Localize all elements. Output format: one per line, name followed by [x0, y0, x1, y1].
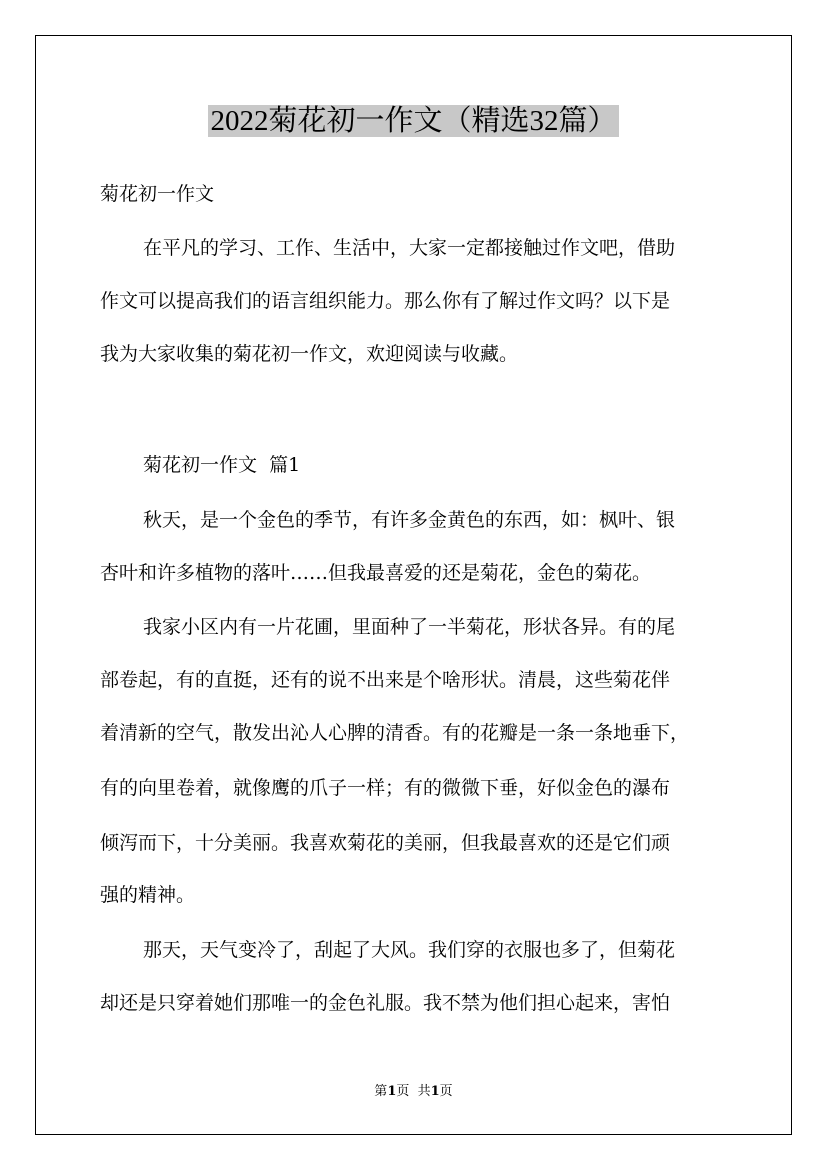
body-line: 那天，天气变冷了，刮起了大风。我们穿的衣服也多了，但菊花 [143, 939, 676, 961]
document-title [0, 100, 827, 142]
section-heading: 菊花初一作文 篇1 [143, 454, 301, 476]
subtitle: 菊花初一作文 [100, 183, 215, 205]
footer-suffix: 页 [439, 1084, 453, 1099]
body-line: 着清新的空气，散发出沁人心脾的清香。有的花瓣是一条一条地垂下， [100, 722, 690, 744]
footer-total-pages: 1 [430, 1084, 440, 1099]
page-footer [0, 1083, 827, 1101]
footer-mid: 页 共 [396, 1084, 431, 1099]
body-line: 我家小区内有一片花圃，里面种了一半菊花，形状各异。有的尾 [143, 616, 676, 638]
body-line: 却还是只穿着她们那唯一的金色礼服。我不禁为他们担心起来，害怕 [100, 992, 671, 1014]
body-line: 强的精神。 [100, 884, 196, 906]
body-line: 秋天，是一个金色的季节，有许多金黄色的东西，如：枫叶、银 [143, 509, 676, 531]
body-line: 部卷起，有的直挺，还有的说不出来是个啥形状。清晨，这些菊花伴 [100, 669, 671, 691]
body-line: 杏叶和许多植物的落叶……但我最喜爱的还是菊花，金色的菊花。 [100, 562, 652, 584]
footer-page-number: 1 [387, 1084, 397, 1099]
intro-line: 我为大家收集的菊花初一作文，欢迎阅读与收藏。 [100, 343, 519, 365]
intro-line: 在平凡的学习、工作、生活中，大家一定都接触过作文吧，借助 [143, 237, 676, 259]
document-title-text: 2022菊花初一作文（精选32篇） [210, 105, 617, 137]
intro-line: 作文可以提高我们的语言组织能力。那么你有了解过作文吗？以下是 [100, 290, 671, 312]
footer-prefix: 第 [374, 1084, 388, 1099]
body-line: 有的向里卷着，就像鹰的爪子一样；有的微微下垂，好似金色的瀑布 [100, 777, 671, 799]
body-line: 倾泻而下，十分美丽。我喜欢菊花的美丽，但我最喜欢的还是它们顽 [100, 832, 671, 854]
